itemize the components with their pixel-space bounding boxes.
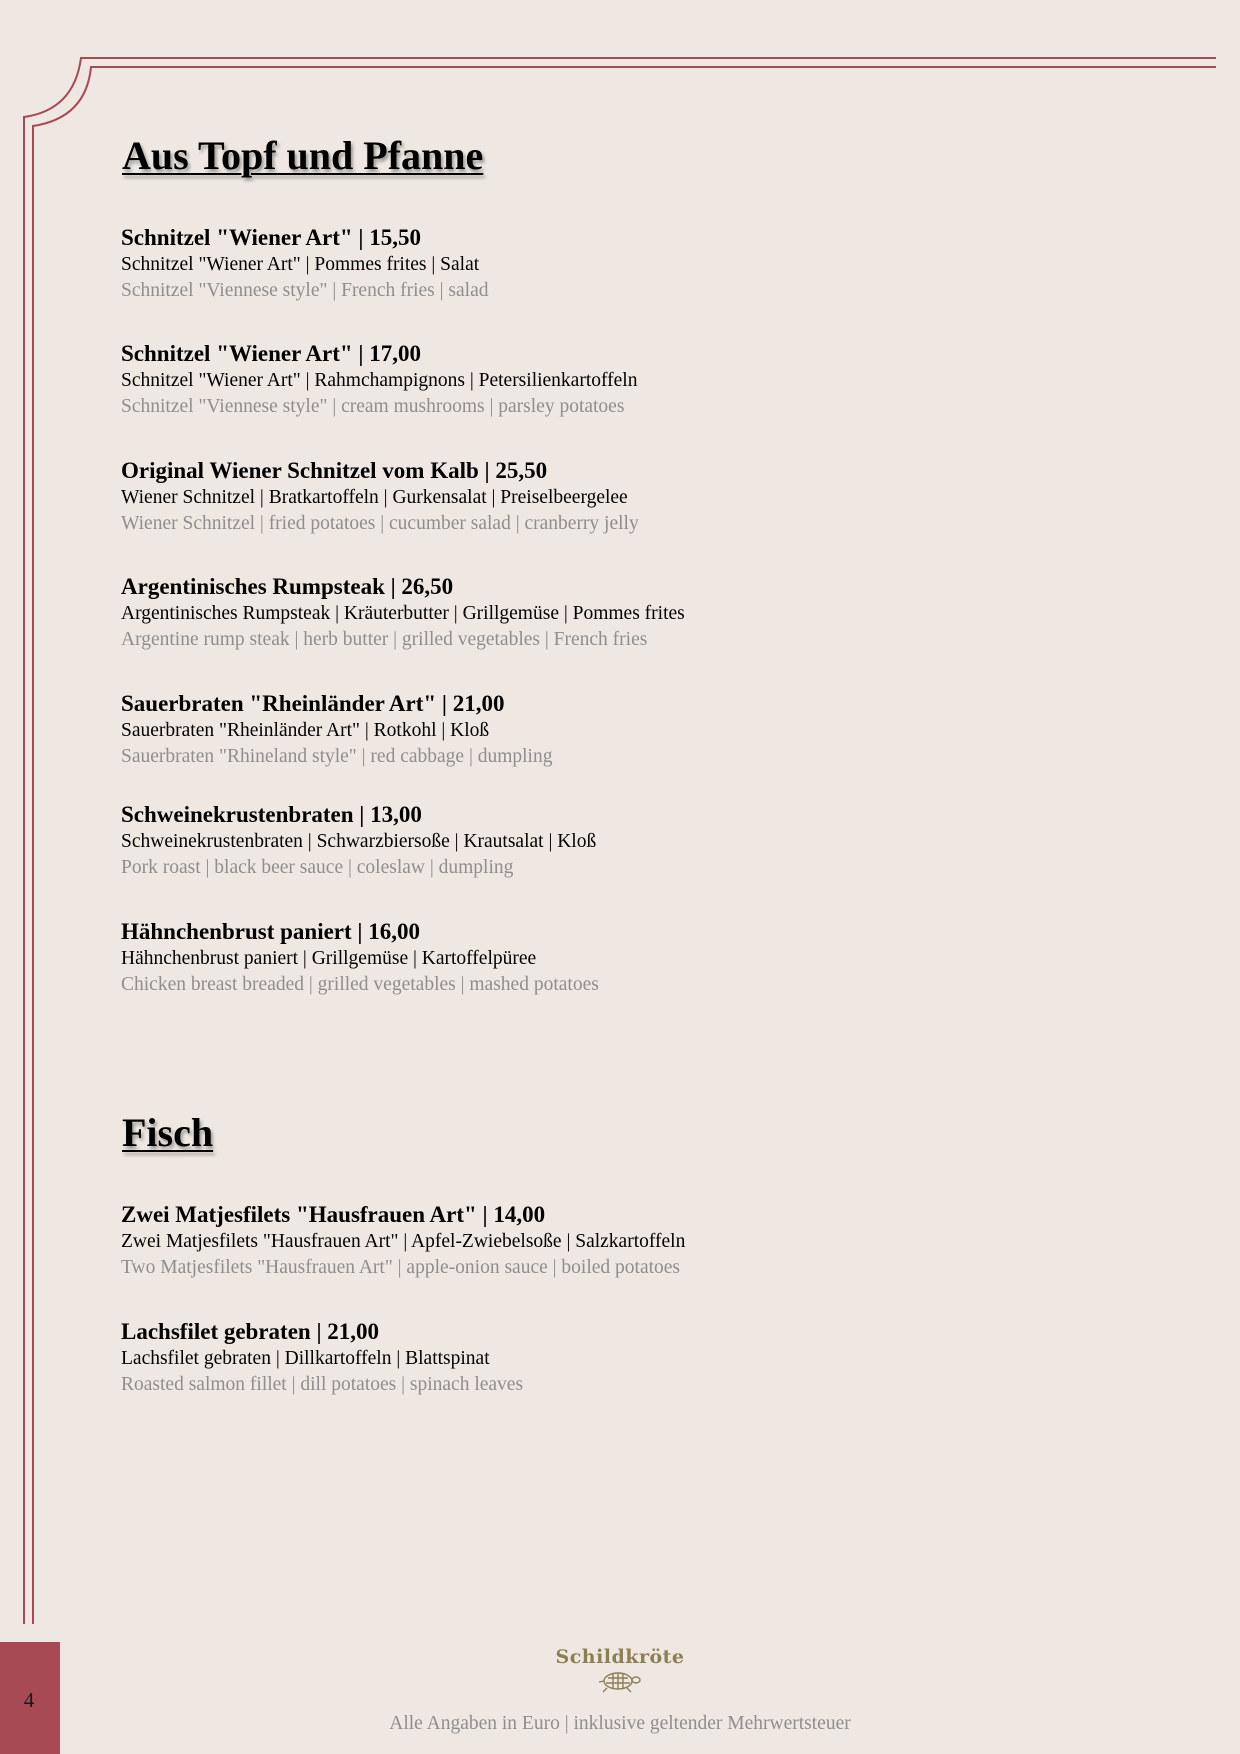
dish-description-german: Sauerbraten "Rheinländer Art" | Rotkohl | Kloß (121, 720, 490, 741)
dish-title: Schweinekrustenbraten | 13,00 (121, 802, 422, 827)
dish-item (121, 918, 1121, 998)
logo (550, 1646, 690, 1694)
dish-description-german: Schnitzel "Wiener Art" | Pommes frites | Salat (121, 254, 480, 275)
dish-title: Original Wiener Schnitzel vom Kalb | 25,50 (121, 458, 548, 483)
dish-description-german: Argentinisches Rumpsteak | Kräuterbutter | Grillgemüse | Pommes frites (121, 603, 685, 624)
dish-title: Sauerbraten "Rheinländer Art" | 21,00 (121, 691, 505, 716)
dish-item (121, 1201, 1121, 1281)
dish-description-english: Sauerbraten "Rhineland style" | red cabbage | dumpling (121, 746, 553, 767)
page-number: 4 (23, 1688, 35, 1712)
dish-description-english: Schnitzel "Viennese style" | cream mushrooms | parsley potatoes (121, 396, 625, 417)
dish-item (121, 340, 1121, 420)
dish-item (121, 457, 1121, 537)
dish-description-german: Schnitzel "Wiener Art" | Rahmchampignons | Petersilienkartoffeln (121, 370, 638, 391)
dish-description-english: Roasted salmon fillet | dill potatoes | spinach leaves (121, 1374, 524, 1395)
dish-description-english: Argentine rump steak | herb butter | grilled vegetables | French fries (121, 629, 648, 650)
dish-item (121, 801, 1121, 881)
dish-description-german: Wiener Schnitzel | Bratkartoffeln | Gurkensalat | Preiselbeergelee (121, 487, 628, 508)
dish-description-german: Lachsfilet gebraten | Dillkartoffeln | Blattspinat (121, 1348, 490, 1369)
dish-description-german: Zwei Matjesfilets "Hausfrauen Art" | Apfel-Zwiebelsoße | Salzkartoffeln (121, 1231, 686, 1252)
logo-text: Schildkröte (555, 1646, 685, 1668)
dish-item (121, 573, 1121, 653)
dish-item (121, 1318, 1121, 1398)
dish-item (121, 690, 1121, 770)
footer-note: Alle Angaben in Euro | inklusive geltender Mehrwertsteuer (389, 1713, 851, 1734)
dish-description-english: Schnitzel "Viennese style" | French fries | salad (121, 280, 489, 301)
dish-title: Argentinisches Rumpsteak | 26,50 (121, 574, 454, 599)
dish-title: Hähnchenbrust paniert | 16,00 (121, 919, 420, 944)
section-title-fisch: Fisch (122, 1110, 214, 1155)
dish-description-english: Two Matjesfilets "Hausfrauen Art" | apple-onion sauce | boiled potatoes (121, 1257, 681, 1278)
dish-description-english: Chicken breast breaded | grilled vegetables | mashed potatoes (121, 974, 599, 995)
dish-title: Lachsfilet gebraten | 21,00 (121, 1319, 380, 1344)
dish-title: Schnitzel "Wiener Art" | 17,00 (121, 341, 421, 366)
dish-title: Zwei Matjesfilets "Hausfrauen Art" | 14,00 (121, 1202, 546, 1227)
dish-description-english: Pork roast | black beer sauce | coleslaw | dumpling (121, 857, 514, 878)
dish-description-german: Schweinekrustenbraten | Schwarzbiersoße | Krautsalat | Kloß (121, 831, 597, 852)
dish-title: Schnitzel "Wiener Art" | 15,50 (121, 225, 421, 250)
turtle-icon (596, 1668, 644, 1694)
dish-item (121, 224, 1121, 304)
dish-description-german: Hähnchenbrust paniert | Grillgemüse | Kartoffelpüree (121, 948, 537, 969)
dish-description-english: Wiener Schnitzel | fried potatoes | cucumber salad | cranberry jelly (121, 513, 639, 534)
section-title-aus-topf-und-pfanne: Aus Topf und Pfanne (122, 133, 484, 178)
